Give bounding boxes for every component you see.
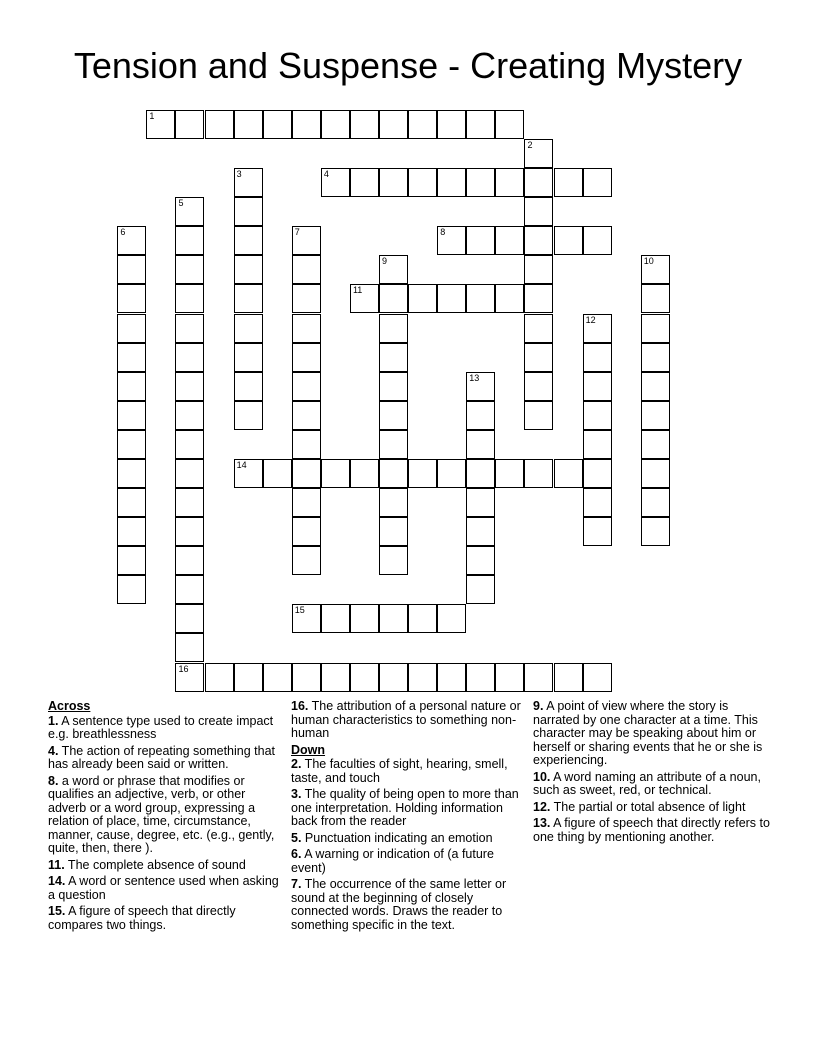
grid-cell[interactable]	[117, 517, 146, 546]
clue-label: 16.	[291, 699, 309, 713]
grid-cell[interactable]	[175, 197, 204, 226]
grid-cell[interactable]	[583, 459, 612, 488]
clue-text: A word naming an attribute of a noun, such as sweet, red, or technical.	[533, 769, 761, 797]
grid-cell[interactable]	[466, 575, 495, 604]
clue-number: 11	[352, 285, 363, 296]
down-clue	[291, 788, 526, 829]
grid-cell[interactable]	[379, 663, 408, 692]
grid-cell[interactable]	[524, 401, 553, 430]
clue-label: 8.	[48, 773, 59, 788]
grid-cell[interactable]	[292, 488, 321, 517]
grid-cell[interactable]	[583, 430, 612, 459]
grid-cell[interactable]	[379, 372, 408, 401]
down-clue	[533, 801, 773, 815]
grid-cell[interactable]	[175, 226, 204, 255]
grid-cell[interactable]	[350, 168, 379, 197]
grid-cell[interactable]	[379, 488, 408, 517]
down-clue	[533, 771, 773, 798]
grid-cell[interactable]	[466, 284, 495, 313]
grid-cell[interactable]	[524, 255, 553, 284]
grid-cell[interactable]	[379, 255, 408, 284]
grid-cell[interactable]	[175, 663, 204, 692]
clue-label: 7.	[291, 877, 302, 891]
grid-cell[interactable]	[524, 663, 553, 692]
grid-cell[interactable]	[408, 110, 437, 139]
down-clue	[291, 878, 526, 932]
clue-label: 2.	[291, 757, 302, 771]
grid-cell[interactable]	[321, 168, 350, 197]
down-clue	[291, 758, 526, 785]
clue-number: 8	[440, 227, 446, 238]
grid-cell[interactable]	[495, 284, 524, 313]
clue-label: 3.	[291, 787, 302, 801]
grid-cell[interactable]	[437, 459, 466, 488]
grid-cell[interactable]	[583, 343, 612, 372]
grid-cell[interactable]	[554, 226, 583, 255]
grid-cell[interactable]	[583, 372, 612, 401]
grid-cell[interactable]	[234, 314, 263, 343]
grid-cell[interactable]	[437, 663, 466, 692]
right-clue-column	[533, 700, 773, 847]
grid-cell[interactable]	[641, 314, 670, 343]
grid-cell[interactable]	[117, 575, 146, 604]
grid-cell[interactable]	[524, 197, 553, 226]
grid-cell[interactable]	[146, 110, 175, 139]
grid-cell[interactable]	[234, 343, 263, 372]
grid-cell[interactable]	[292, 604, 321, 633]
grid-cell[interactable]	[583, 663, 612, 692]
clue-number: 9	[382, 256, 388, 267]
across-clue	[48, 775, 280, 856]
grid-cell[interactable]	[350, 663, 379, 692]
grid-cell[interactable]	[583, 226, 612, 255]
clue-text: A sentence type used to create impact e.g. breathlessness	[48, 713, 274, 741]
grid-cell[interactable]	[175, 430, 204, 459]
grid-cell[interactable]	[175, 459, 204, 488]
grid-cell[interactable]	[408, 459, 437, 488]
grid-cell[interactable]	[175, 604, 204, 633]
grid-cell[interactable]	[175, 633, 204, 662]
across-clue	[48, 715, 280, 742]
clue-text: A point of view where the story is narrated by one character at a time. This character may be speaking about him or herself or sharing events that he or she is experiencing.	[533, 699, 763, 767]
grid-cell[interactable]	[321, 604, 350, 633]
grid-cell[interactable]	[524, 226, 553, 255]
grid-cell[interactable]	[466, 110, 495, 139]
grid-cell[interactable]	[408, 284, 437, 313]
clue-number: 2	[527, 140, 533, 151]
grid-cell[interactable]	[175, 255, 204, 284]
clue-label: 15.	[48, 904, 66, 918]
grid-cell[interactable]	[205, 110, 234, 139]
clue-number: 3	[236, 169, 242, 180]
clue-text: The partial or total absence of light	[550, 799, 746, 814]
grid-cell[interactable]	[466, 372, 495, 401]
grid-cell[interactable]	[292, 343, 321, 372]
grid-cell[interactable]	[263, 663, 292, 692]
clue-label: 11.	[48, 857, 65, 872]
clue-label: 6.	[291, 847, 302, 861]
grid-cell[interactable]	[292, 284, 321, 313]
grid-cell[interactable]	[524, 459, 553, 488]
grid-cell[interactable]	[234, 110, 263, 139]
clue-number: 5	[178, 198, 184, 209]
puzzle-title: Tension and Suspense - Creating Mystery	[73, 45, 743, 86]
grid-cell[interactable]	[466, 546, 495, 575]
down-clue-list	[291, 758, 526, 932]
grid-cell[interactable]	[495, 459, 524, 488]
clue-number: 15	[294, 605, 305, 616]
grid-cell[interactable]	[117, 226, 146, 255]
clue-text: A word or sentence used when asking a question	[48, 874, 279, 902]
grid-cell[interactable]	[495, 168, 524, 197]
across-clues	[48, 700, 280, 935]
grid-cell[interactable]	[292, 517, 321, 546]
grid-cell[interactable]	[641, 343, 670, 372]
clue-text: The action of repeating something that has already been said or written.	[48, 743, 276, 771]
grid-cell[interactable]	[234, 168, 263, 197]
grid-cell[interactable]	[495, 226, 524, 255]
grid-cell[interactable]	[583, 401, 612, 430]
grid-cell[interactable]	[205, 663, 234, 692]
across-heading: Across	[48, 699, 91, 713]
grid-cell[interactable]	[175, 314, 204, 343]
grid-cell[interactable]	[379, 284, 408, 313]
grid-cell[interactable]	[524, 314, 553, 343]
across-clue	[291, 700, 526, 741]
clue-text: A figure of speech that directly refers to one thing by mentioning another.	[533, 816, 770, 844]
clue-text: The quality of being open to more than one interpretation. Holding information back from the reader	[291, 787, 519, 828]
grid-cell[interactable]	[379, 604, 408, 633]
clue-label: 10.	[533, 769, 551, 784]
grid-cell[interactable]	[234, 197, 263, 226]
grid-cell[interactable]	[408, 604, 437, 633]
grid-cell[interactable]	[321, 663, 350, 692]
across-clue	[48, 859, 280, 873]
clue-number: 1	[149, 111, 155, 121]
grid-cell[interactable]	[641, 255, 670, 284]
down-clue	[533, 817, 773, 844]
grid-cell[interactable]	[641, 284, 670, 313]
grid-cell[interactable]	[495, 110, 524, 139]
grid-cell[interactable]	[524, 168, 553, 197]
grid-cell[interactable]	[641, 488, 670, 517]
clue-label: 4.	[48, 743, 59, 758]
grid-cell[interactable]	[466, 168, 495, 197]
clue-number: 7	[294, 227, 300, 238]
clue-label: 14.	[48, 874, 66, 888]
grid-cell[interactable]	[408, 168, 437, 197]
grid-cell[interactable]	[554, 168, 583, 197]
clue-number: 13	[469, 372, 480, 383]
clue-label: 12.	[533, 799, 551, 814]
grid-cell[interactable]	[524, 284, 553, 313]
grid-cell[interactable]	[350, 110, 379, 139]
grid-cell[interactable]	[117, 372, 146, 401]
clue-text: A warning or indication of (a future event)	[291, 847, 494, 875]
grid-cell[interactable]	[175, 517, 204, 546]
grid-cell[interactable]	[263, 110, 292, 139]
grid-cell[interactable]	[379, 517, 408, 546]
grid-cell[interactable]	[292, 401, 321, 430]
down-clue-list-continued	[533, 700, 773, 844]
grid-cell[interactable]	[583, 517, 612, 546]
grid-cell[interactable]	[175, 575, 204, 604]
clue-number: 12	[585, 314, 596, 325]
clue-number: 16	[178, 663, 189, 674]
clue-text: The complete absence of sound	[64, 857, 246, 872]
grid-cell[interactable]	[379, 546, 408, 575]
clue-label: 9.	[533, 699, 544, 713]
grid-cell[interactable]	[379, 343, 408, 372]
grid-cell[interactable]	[321, 459, 350, 488]
grid-cell[interactable]	[175, 284, 204, 313]
grid-cell[interactable]	[175, 110, 204, 139]
grid-cell[interactable]	[583, 168, 612, 197]
grid-cell[interactable]	[408, 663, 437, 692]
grid-cell[interactable]	[437, 604, 466, 633]
clue-label: 1.	[48, 713, 59, 728]
grid-cell[interactable]	[437, 168, 466, 197]
grid-cell[interactable]	[466, 401, 495, 430]
grid-cell[interactable]	[524, 139, 553, 168]
grid-cell[interactable]	[641, 459, 670, 488]
across-clue-list	[48, 715, 280, 933]
grid-cell[interactable]	[641, 372, 670, 401]
grid-cell[interactable]	[234, 255, 263, 284]
grid-cell[interactable]	[379, 168, 408, 197]
grid-cell[interactable]	[292, 663, 321, 692]
grid-cell[interactable]	[117, 284, 146, 313]
grid-cell[interactable]	[234, 459, 263, 488]
grid-cell[interactable]	[292, 314, 321, 343]
clue-number: 6	[120, 227, 126, 238]
grid-cell[interactable]	[641, 430, 670, 459]
grid-cell[interactable]	[437, 226, 466, 255]
across-clue	[48, 875, 280, 902]
down-clue	[291, 832, 526, 846]
grid-cell[interactable]	[175, 488, 204, 517]
grid-cell[interactable]	[117, 430, 146, 459]
clue-number: 14	[236, 459, 247, 470]
down-clue	[291, 848, 526, 875]
grid-cell[interactable]	[175, 372, 204, 401]
grid-cell[interactable]	[117, 314, 146, 343]
across-clue-list-continued	[291, 700, 526, 741]
grid-cell[interactable]	[437, 110, 466, 139]
grid-cell[interactable]	[466, 226, 495, 255]
grid-cell[interactable]	[554, 663, 583, 692]
grid-cell[interactable]	[292, 226, 321, 255]
grid-cell[interactable]	[379, 314, 408, 343]
grid-cell[interactable]	[117, 401, 146, 430]
grid-cell[interactable]	[117, 488, 146, 517]
grid-cell[interactable]	[292, 255, 321, 284]
grid-cell[interactable]	[321, 110, 350, 139]
grid-cell[interactable]	[379, 459, 408, 488]
grid-cell[interactable]	[175, 401, 204, 430]
grid-cell[interactable]	[292, 110, 321, 139]
grid-cell[interactable]	[437, 284, 466, 313]
grid-cell[interactable]	[583, 488, 612, 517]
down-heading: Down	[291, 742, 326, 757]
grid-cell[interactable]	[495, 663, 524, 692]
grid-cell[interactable]	[350, 459, 379, 488]
grid-cell[interactable]	[466, 488, 495, 517]
across-clue	[48, 905, 280, 932]
clue-label: 13.	[533, 816, 551, 830]
clue-text: The occurrence of the same letter or sound at the beginning of closely connected words. Draws the reader to something specific in the text.	[291, 877, 507, 932]
clue-text: a word or phrase that modifies or qualifies an adjective, verb, or other adverb or a word group, expressing a relation of place, time, circumstance, manner, cause, degree, etc. (e.g., gently, quite, then, there ).	[48, 773, 275, 855]
grid-cell[interactable]	[554, 459, 583, 488]
clue-text: The attribution of a personal nature or human characteristics to something non-human	[291, 699, 521, 740]
grid-cell[interactable]	[641, 401, 670, 430]
grid-cell[interactable]	[466, 517, 495, 546]
clue-text: Punctuation indicating an emotion	[301, 830, 493, 845]
clue-number: 10	[643, 256, 654, 267]
grid-cell[interactable]	[524, 372, 553, 401]
grid-cell[interactable]	[117, 546, 146, 575]
middle-clue-column	[291, 700, 526, 935]
grid-cell[interactable]	[379, 110, 408, 139]
grid-cell[interactable]	[583, 314, 612, 343]
down-clue	[533, 700, 773, 768]
grid-cell[interactable]	[466, 430, 495, 459]
grid-cell[interactable]	[292, 372, 321, 401]
grid-cell[interactable]	[234, 401, 263, 430]
grid-cell[interactable]	[379, 401, 408, 430]
grid-cell[interactable]	[234, 372, 263, 401]
grid-cell[interactable]	[292, 546, 321, 575]
grid-cell[interactable]	[379, 430, 408, 459]
grid-cell[interactable]	[175, 546, 204, 575]
grid-cell[interactable]	[234, 663, 263, 692]
clue-number: 4	[323, 169, 329, 180]
grid-cell[interactable]	[117, 343, 146, 372]
grid-cell[interactable]	[234, 226, 263, 255]
grid-cell[interactable]	[292, 459, 321, 488]
grid-cell[interactable]	[466, 663, 495, 692]
clue-label: 5.	[291, 830, 302, 845]
grid-cell[interactable]	[524, 343, 553, 372]
clue-text: The faculties of sight, hearing, smell, taste, and touch	[291, 757, 508, 785]
grid-cell[interactable]	[175, 343, 204, 372]
grid-cell[interactable]	[350, 284, 379, 313]
grid-cell[interactable]	[234, 284, 263, 313]
grid-cell[interactable]	[263, 459, 292, 488]
clue-text: A figure of speech that directly compares two things.	[48, 904, 236, 932]
grid-cell[interactable]	[117, 255, 146, 284]
grid-cell[interactable]	[117, 459, 146, 488]
grid-cell[interactable]	[292, 430, 321, 459]
grid-cell[interactable]	[350, 604, 379, 633]
across-clue	[48, 745, 280, 772]
grid-cell[interactable]	[641, 517, 670, 546]
grid-cell[interactable]	[466, 459, 495, 488]
